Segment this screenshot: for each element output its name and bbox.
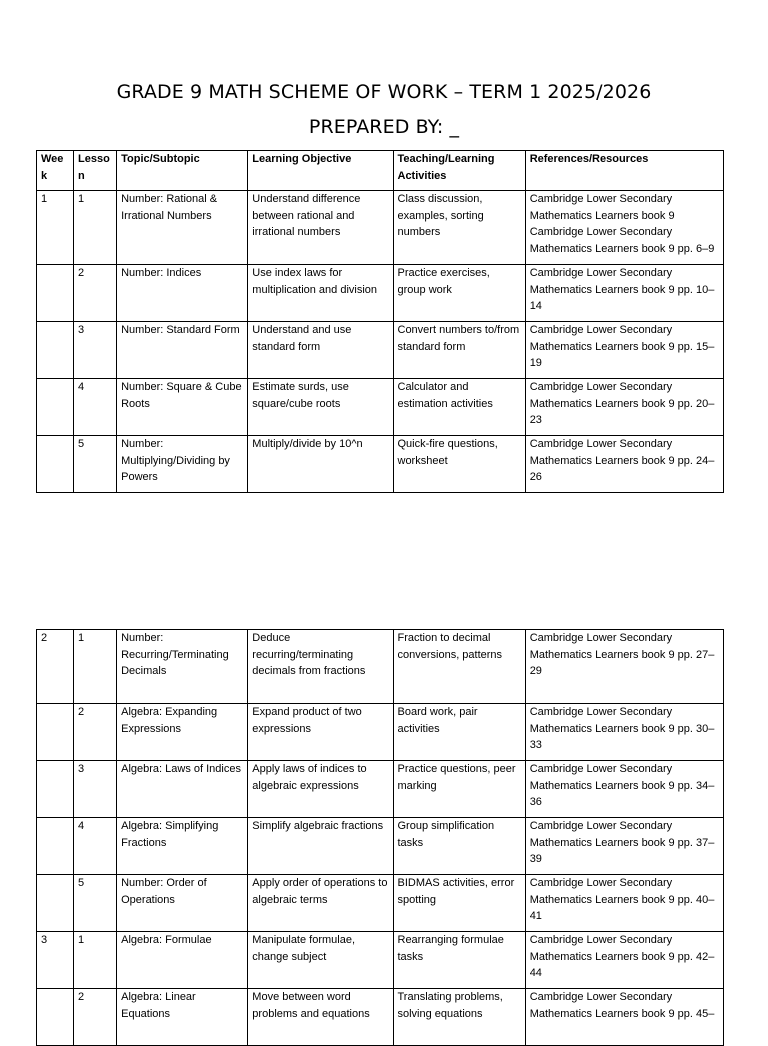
cell-lesson: 4	[74, 379, 117, 436]
cell-objective: Multiply/divide by 10^n	[248, 436, 393, 493]
table-row	[37, 932, 724, 989]
cell-topic: Algebra: Expanding Expressions	[117, 704, 248, 761]
cell-resources: Cambridge Lower Secondary Mathematics Learners book 9 pp. 10–14	[525, 265, 723, 322]
cell-objective: Understand and use standard form	[248, 322, 393, 379]
cell-lesson: 5	[74, 436, 117, 493]
cell-topic: Number: Order of Operations	[117, 875, 248, 932]
cell-activities: Convert numbers to/from standard form	[393, 322, 525, 379]
prepared-by: PREPARED BY: _	[308, 116, 460, 138]
cell-resources: Cambridge Lower Secondary Mathematics Learners book 9 pp. 45–	[525, 989, 723, 1046]
cell-activities: Class discussion, examples, sorting numbers	[393, 191, 525, 265]
cell-objective: Manipulate formulae, change subject	[248, 932, 393, 989]
cell-objective: Use index laws for multiplication and division	[248, 265, 393, 322]
cell-objective: Move between word problems and equations	[248, 989, 393, 1046]
cell-lesson: 1	[74, 191, 117, 265]
cell-topic: Algebra: Formulae	[117, 932, 248, 989]
cell-activities: Calculator and estimation activities	[393, 379, 525, 436]
cell-lesson: 5	[74, 875, 117, 932]
cell-activities: Translating problems, solving equations	[393, 989, 525, 1046]
cell-topic: Number: Recurring/Terminating Decimals	[117, 630, 248, 704]
header-resources: References/Resources	[525, 151, 723, 191]
cell-topic: Number: Standard Form	[117, 322, 248, 379]
cell-objective: Simplify algebraic fractions	[248, 818, 393, 875]
cell-resources: Cambridge Lower Secondary Mathematics Learners book 9 pp. 20–23	[525, 379, 723, 436]
cell-week	[37, 875, 74, 932]
table-row	[37, 436, 724, 493]
cell-lesson: 2	[74, 989, 117, 1046]
header-lesson: Lesso n	[74, 151, 117, 191]
cell-week: 1	[37, 191, 74, 265]
cell-resources: Cambridge Lower Secondary Mathematics Learners book 9 pp. 42–44	[525, 932, 723, 989]
cell-objective: Apply order of operations to algebraic terms	[248, 875, 393, 932]
cell-activities: Practice exercises, group work	[393, 265, 525, 322]
header-topic: Topic/Subtopic	[117, 151, 248, 191]
cell-resources: Cambridge Lower Secondary Mathematics Learners book 9 Cambridge Lower Secondary Mathematics Learners book 9 pp. 6–9	[525, 191, 723, 265]
cell-lesson: 2	[74, 265, 117, 322]
cell-objective: Estimate surds, use square/cube roots	[248, 379, 393, 436]
cell-lesson: 4	[74, 818, 117, 875]
cell-week	[37, 322, 74, 379]
cell-activities: Group simplification tasks	[393, 818, 525, 875]
cell-topic: Algebra: Laws of Indices	[117, 761, 248, 818]
cell-week	[37, 436, 74, 493]
cell-week: 3	[37, 932, 74, 989]
cell-activities: BIDMAS activities, error spotting	[393, 875, 525, 932]
cell-resources: Cambridge Lower Secondary Mathematics Learners book 9 pp. 34–36	[525, 761, 723, 818]
table-row	[37, 322, 724, 379]
header-objective: Learning Objective	[248, 151, 393, 191]
cell-topic: Algebra: Simplifying Fractions	[117, 818, 248, 875]
cell-resources: Cambridge Lower Secondary Mathematics Learners book 9 pp. 30–33	[525, 704, 723, 761]
cell-week	[37, 265, 74, 322]
cell-week	[37, 818, 74, 875]
scheme-table-page-2	[36, 629, 724, 1046]
cell-objective: Apply laws of indices to algebraic expressions	[248, 761, 393, 818]
cell-topic: Number: Rational & Irrational Numbers	[117, 191, 248, 265]
cell-lesson: 1	[74, 630, 117, 704]
table-row	[37, 875, 724, 932]
table-row	[37, 379, 724, 436]
cell-activities: Quick-fire questions, worksheet	[393, 436, 525, 493]
cell-topic: Number: Indices	[117, 265, 248, 322]
header-week: Week	[37, 151, 74, 191]
cell-lesson: 3	[74, 761, 117, 818]
cell-topic: Number: Multiplying/Dividing by Powers	[117, 436, 248, 493]
cell-activities: Practice questions, peer marking	[393, 761, 525, 818]
table-header-row	[37, 151, 724, 191]
cell-resources: Cambridge Lower Secondary Mathematics Learners book 9 pp. 37–39	[525, 818, 723, 875]
cell-week: 2	[37, 630, 74, 704]
cell-topic: Algebra: Linear Equations	[117, 989, 248, 1046]
cell-resources: Cambridge Lower Secondary Mathematics Learners book 9 pp. 27–29	[525, 630, 723, 704]
table-row	[37, 761, 724, 818]
cell-resources: Cambridge Lower Secondary Mathematics Learners book 9 pp. 40–41	[525, 875, 723, 932]
cell-lesson: 2	[74, 704, 117, 761]
cell-activities: Board work, pair activities	[393, 704, 525, 761]
cell-lesson: 1	[74, 932, 117, 989]
cell-week	[37, 704, 74, 761]
table-row	[37, 265, 724, 322]
table-row	[37, 989, 724, 1046]
document-title: GRADE 9 MATH SCHEME OF WORK – TERM 1 2025/2026	[116, 81, 652, 103]
cell-week	[37, 761, 74, 818]
cell-topic: Number: Square & Cube Roots	[117, 379, 248, 436]
cell-objective: Expand product of two expressions	[248, 704, 393, 761]
cell-resources: Cambridge Lower Secondary Mathematics Learners book 9 pp. 15–19	[525, 322, 723, 379]
scheme-table-page-1	[36, 150, 724, 493]
cell-activities: Fraction to decimal conversions, patterns	[393, 630, 525, 704]
cell-objective: Deduce recurring/terminating decimals from fractions	[248, 630, 393, 704]
cell-week	[37, 989, 74, 1046]
cell-resources: Cambridge Lower Secondary Mathematics Learners book 9 pp. 24–26	[525, 436, 723, 493]
table-row	[37, 818, 724, 875]
table-row	[37, 630, 724, 704]
cell-lesson: 3	[74, 322, 117, 379]
cell-activities: Rearranging formulae tasks	[393, 932, 525, 989]
cell-objective: Understand difference between rational and irrational numbers	[248, 191, 393, 265]
table-row	[37, 704, 724, 761]
cell-week	[37, 379, 74, 436]
table-row	[37, 191, 724, 265]
header-activities: Teaching/Learning Activities	[393, 151, 525, 191]
